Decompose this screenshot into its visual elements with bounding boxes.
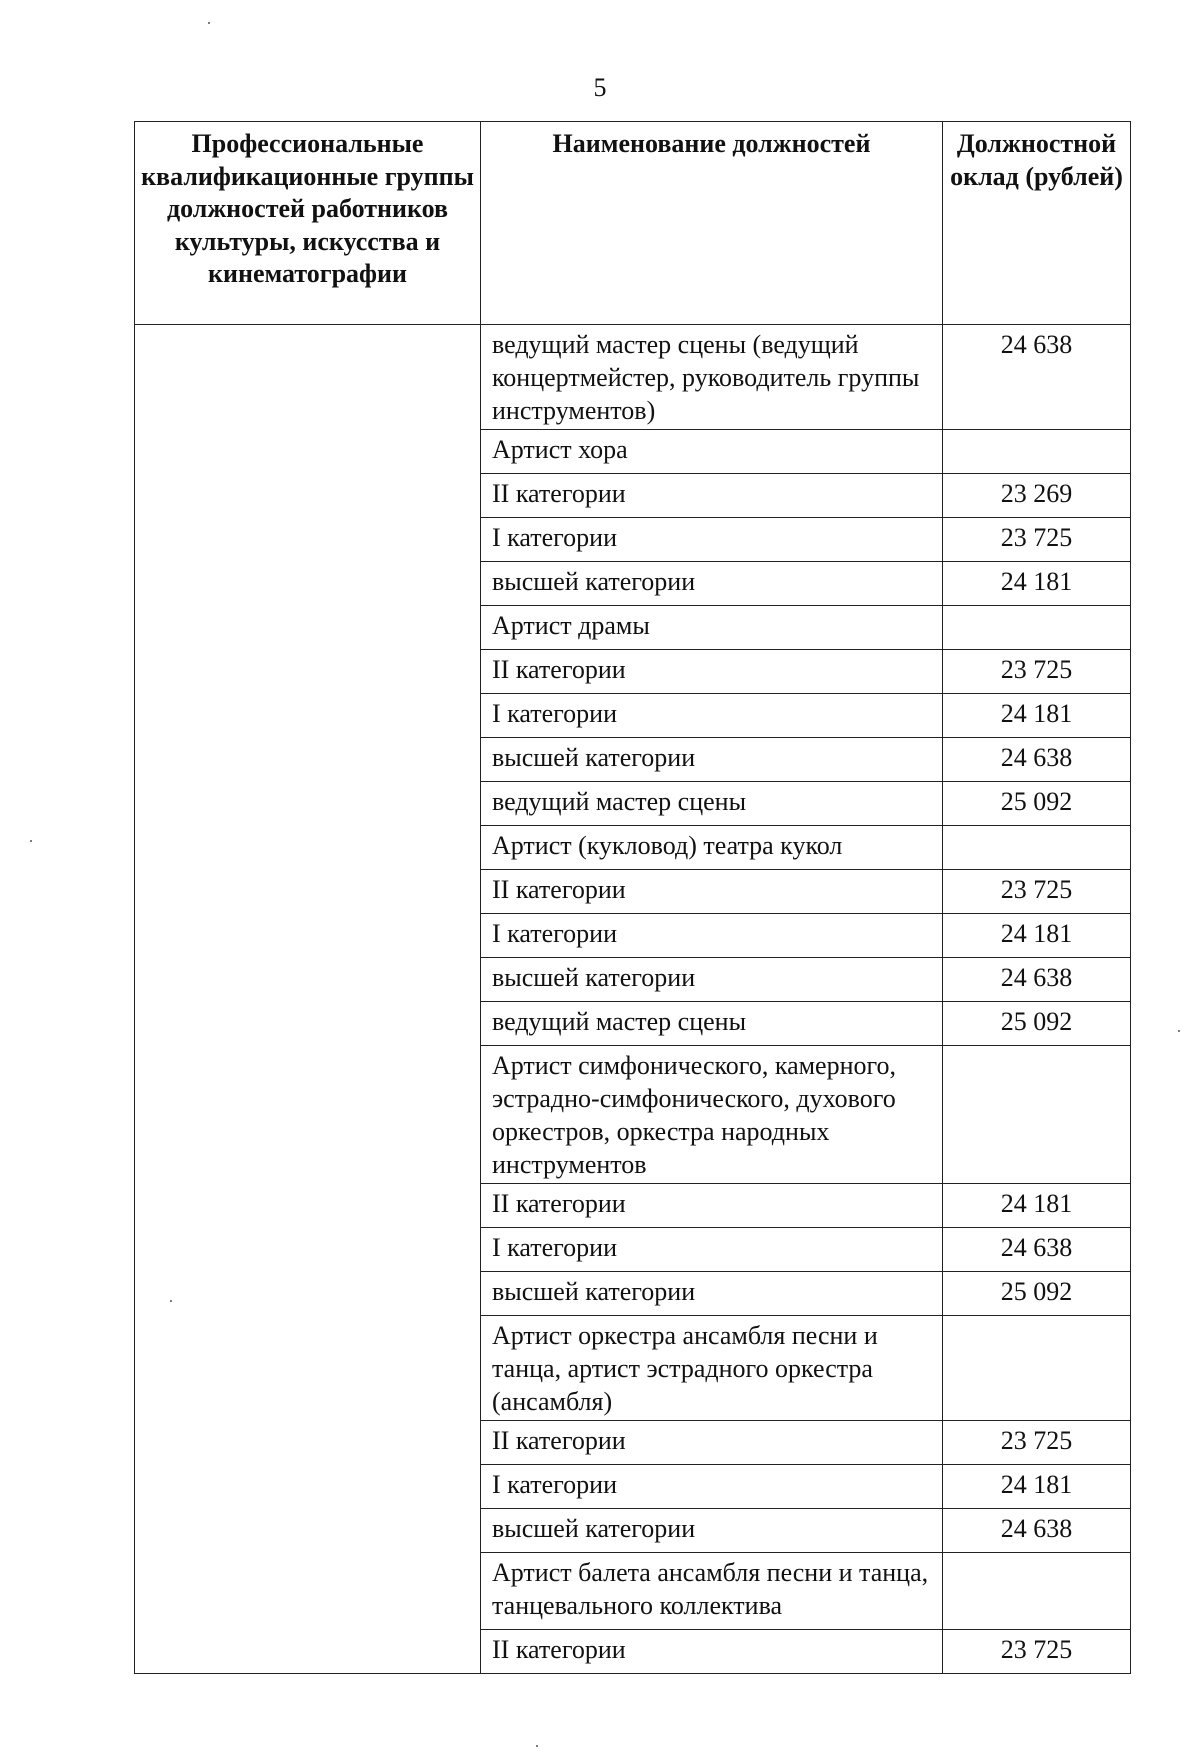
position-name: I категории: [481, 1465, 943, 1509]
salary-value: 23 725: [943, 870, 1131, 914]
salary-value: 23 725: [943, 518, 1131, 562]
salary-table: [134, 121, 1131, 1674]
salary-value: 23 269: [943, 474, 1131, 518]
salary-value: [943, 1046, 1131, 1184]
qualification-group-cell: [135, 325, 481, 1674]
scan-speck: [208, 22, 210, 24]
salary-value: 23 725: [943, 1630, 1131, 1674]
position-name: Артист хора: [481, 430, 943, 474]
salary-value: 25 092: [943, 782, 1131, 826]
position-name: I категории: [481, 914, 943, 958]
salary-value: 25 092: [943, 1272, 1131, 1316]
position-name: высшей категории: [481, 562, 943, 606]
position-name: I категории: [481, 694, 943, 738]
position-name: ведущий мастер сцены: [481, 1002, 943, 1046]
position-name: II категории: [481, 650, 943, 694]
salary-value: 24 181: [943, 694, 1131, 738]
position-name: II категории: [481, 474, 943, 518]
table-row: [135, 325, 1131, 430]
position-name: высшей категории: [481, 958, 943, 1002]
position-name: Артист балета ансамбля песни и танца, танцевального коллектива: [481, 1553, 943, 1630]
salary-value: 24 638: [943, 1228, 1131, 1272]
position-name: Артист (кукловод) театра кукол: [481, 826, 943, 870]
page-number: 5: [593, 73, 607, 102]
header-salary: Должностной оклад (рублей): [943, 122, 1131, 325]
position-name: ведущий мастер сцены (ведущий концертмейстер, руководитель группы инструментов): [481, 325, 943, 430]
scan-speck: [1178, 1030, 1180, 1032]
position-name: Артист оркестра ансамбля песни и танца, артист эстрадного оркестра (ансамбля): [481, 1316, 943, 1421]
salary-value: 24 181: [943, 914, 1131, 958]
header-qualification-group: Профессиональные квалификационные группы должностей работников культуры, искусства и кинематографии: [135, 122, 481, 325]
table-header-row: [135, 122, 1131, 325]
position-name: Артист симфонического, камерного, эстрадно-симфонического, духового оркестров, оркестра народных инструментов: [481, 1046, 943, 1184]
salary-value: 24 638: [943, 325, 1131, 430]
position-name: Артист драмы: [481, 606, 943, 650]
scan-speck: [30, 840, 32, 842]
position-name: II категории: [481, 1184, 943, 1228]
salary-value: 23 725: [943, 1421, 1131, 1465]
position-name: высшей категории: [481, 1272, 943, 1316]
salary-value: [943, 1316, 1131, 1421]
salary-value: 24 181: [943, 1184, 1131, 1228]
salary-value: 24 181: [943, 1465, 1131, 1509]
position-name: II категории: [481, 1630, 943, 1674]
position-name: ведущий мастер сцены: [481, 782, 943, 826]
scan-speck: [536, 1745, 538, 1747]
position-name: высшей категории: [481, 738, 943, 782]
salary-value: 23 725: [943, 650, 1131, 694]
salary-value: 24 181: [943, 562, 1131, 606]
position-name: I категории: [481, 1228, 943, 1272]
header-position-name: Наименование должностей: [481, 122, 943, 325]
position-name: I категории: [481, 518, 943, 562]
salary-value: [943, 826, 1131, 870]
position-name: II категории: [481, 870, 943, 914]
position-name: высшей категории: [481, 1509, 943, 1553]
salary-value: [943, 430, 1131, 474]
position-name: II категории: [481, 1421, 943, 1465]
salary-value: 25 092: [943, 1002, 1131, 1046]
salary-value: 24 638: [943, 1509, 1131, 1553]
scan-speck: [170, 1300, 172, 1302]
salary-value: [943, 606, 1131, 650]
salary-value: [943, 1553, 1131, 1630]
salary-value: 24 638: [943, 738, 1131, 782]
salary-value: 24 638: [943, 958, 1131, 1002]
